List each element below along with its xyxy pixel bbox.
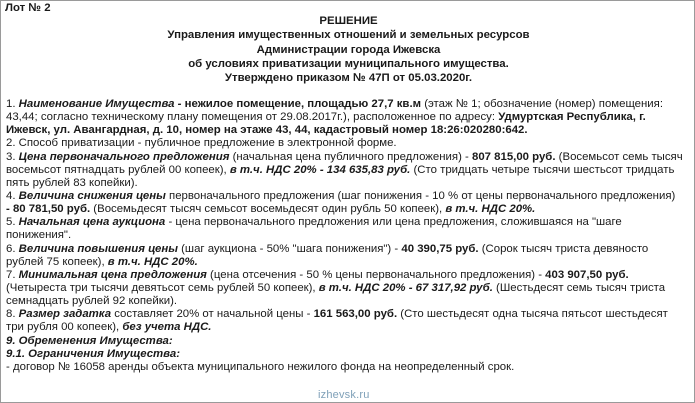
item-8-price: 161 563,00 руб. bbox=[313, 308, 398, 321]
item-4-text-2: (Восемьдесят тысяч семьсот восемьдесят один рубль 50 копеек), bbox=[90, 203, 446, 216]
item-3-price: 807 815,00 руб. bbox=[471, 150, 556, 163]
item-8-text-3: три рубля 00 копеек), bbox=[6, 321, 123, 334]
item-8-number: 8. bbox=[6, 308, 19, 321]
item-7-line-2 bbox=[6, 282, 692, 295]
item-5-line-1 bbox=[6, 216, 692, 229]
item-3-line-2 bbox=[6, 164, 692, 177]
item-1-address-1: Удмуртская Республика, г. bbox=[498, 111, 646, 124]
item-6-number: 6. bbox=[6, 242, 19, 255]
item-3-number: 3. bbox=[6, 150, 19, 163]
item-3-line-1 bbox=[6, 151, 692, 164]
item-7-label: Минимальная цена предложения bbox=[18, 268, 207, 281]
header-line-2: Администрации города Ижевска bbox=[256, 43, 441, 56]
item-6-line-1 bbox=[6, 243, 692, 256]
decision-header bbox=[1, 14, 695, 85]
item-3-text-3: восемьсот пятнадцать рублей 00 копеек), bbox=[6, 163, 230, 176]
item-4-line-2 bbox=[6, 203, 692, 216]
item-8-text-1: составляет 20% от начальной цены - bbox=[111, 308, 314, 321]
item-1-line-1 bbox=[6, 98, 692, 111]
item-1-label: Наименование Имущества - bbox=[18, 98, 185, 110]
decision-body bbox=[6, 98, 692, 374]
item-4-line-1 bbox=[6, 190, 692, 203]
item-7-text-2: (Четыреста три тысячи девятьсот семь рублей 50 копеек), bbox=[6, 281, 319, 294]
item-7-text-1: (цена отсечения - 50 % цены первоначального предложения) - bbox=[206, 268, 546, 281]
item-1-line-3 bbox=[6, 124, 692, 137]
item-1-line-2 bbox=[6, 111, 692, 124]
item-1-address-2: Ижевск, ул. Авангардная, д. 10, номер на этаже 43, 44, кадастровый номер 18:26:020280:642. bbox=[6, 124, 528, 137]
item-7-line-1 bbox=[6, 269, 692, 282]
item-6-text-3: рублей 75 копеек), bbox=[6, 255, 108, 268]
item-3-text-1: (начальная цена публичного предложения) - bbox=[229, 150, 472, 163]
item-9-1-heading: 9.1. Ограничения Имущества: bbox=[6, 347, 181, 360]
item-3-line-3: пять рублей 83 копейки). bbox=[6, 176, 138, 189]
item-1-number: 1. bbox=[6, 98, 19, 110]
item-3-text-2: (Восемьсот семь тысяч bbox=[555, 150, 683, 163]
item-8-line-1 bbox=[6, 308, 692, 321]
item-7-price: 403 907,50 руб. bbox=[545, 268, 629, 281]
item-1-text-2: 43,44; согласно техническому плану помещения от 29.08.2017г.), расположенное по адресу: bbox=[6, 111, 499, 124]
item-5-text-1: - цена первоначального предложения или цена предложения, сложившаяся на "шаге bbox=[165, 216, 622, 229]
item-3-label: Цена первоначального предложения bbox=[18, 150, 230, 163]
header-line-3: об условиях приватизации муниципального имущества. bbox=[188, 57, 509, 70]
item-6-price: 40 390,75 руб. bbox=[401, 242, 479, 255]
item-4-vat: в т.ч. НДС 20%. bbox=[445, 203, 536, 216]
item-8-line-2 bbox=[6, 321, 692, 334]
item-7-text-3: (Шестьдесят семь тысяч триста bbox=[492, 281, 666, 294]
item-4-label: Величина снижения цены bbox=[18, 189, 166, 202]
item-8-vat: без учета НДС. bbox=[122, 321, 212, 334]
lot-number: Лот № 2 bbox=[5, 2, 51, 14]
item-6-text-2: (Сорок тысяч триста девяносто bbox=[478, 242, 649, 255]
item-5-line-2: понижения". bbox=[6, 229, 72, 242]
item-7-line-3: семнадцать рублей 92 копейки). bbox=[6, 295, 178, 308]
item-5-label: Начальная цена аукциона bbox=[18, 216, 166, 229]
item-9-1-text: - договор № 16058 аренды объекта муниципального нежилого фонда на неопределенный срок. bbox=[6, 360, 515, 373]
header-line-4: Утверждено приказом № 47П от 05.03.2020г. bbox=[224, 72, 473, 85]
item-9-line bbox=[6, 335, 692, 348]
item-8-label: Размер задатка bbox=[18, 308, 112, 321]
item-9-heading: 9. Обременения Имущества: bbox=[6, 334, 173, 347]
item-7-vat: в т.ч. НДС 20% - 67 317,92 руб. bbox=[318, 281, 493, 294]
item-4-price: - 80 781,50 руб. bbox=[6, 203, 91, 216]
item-1-text-1: (этаж № 1; обозначение (номер) помещения: bbox=[421, 98, 664, 110]
watermark: izhevsk.ru bbox=[318, 389, 370, 401]
item-4-number: 4. bbox=[6, 189, 19, 202]
item-6-line-2 bbox=[6, 256, 692, 269]
item-3-text-4: (Сто тридцать четыре тысячи шестьсот тридцать bbox=[410, 163, 675, 176]
item-6-label: Величина повышения цены bbox=[18, 242, 178, 255]
decision-title: РЕШЕНИЕ bbox=[319, 15, 378, 27]
item-4-text-1: первоначального предложения (шаг понижения - 10 % от цены первоначального предложения) bbox=[165, 189, 676, 202]
item-6-vat: в т.ч. НДС 20%. bbox=[107, 255, 198, 268]
item-7-number: 7. bbox=[6, 268, 19, 281]
item-8-text-2: (Сто шестьдесят одна тысяча пятьсот шестьдесят bbox=[397, 308, 668, 321]
item-3-vat: в т.ч. НДС 20% - 134 635,83 руб. bbox=[229, 163, 411, 176]
item-1-name: нежилое помещение, площадью 27,7 кв.м bbox=[184, 98, 422, 110]
item-6-text-1: (шаг аукциона - 50% "шага понижения") - bbox=[177, 242, 402, 255]
item-5-number: 5. bbox=[6, 216, 19, 229]
item-9-1-line bbox=[6, 348, 692, 361]
item-2-line: 2. Способ приватизации - публичное предложение в электронной форме. bbox=[6, 137, 397, 150]
header-line-1: Управления имущественных отношений и земельных ресурсов bbox=[167, 29, 530, 42]
